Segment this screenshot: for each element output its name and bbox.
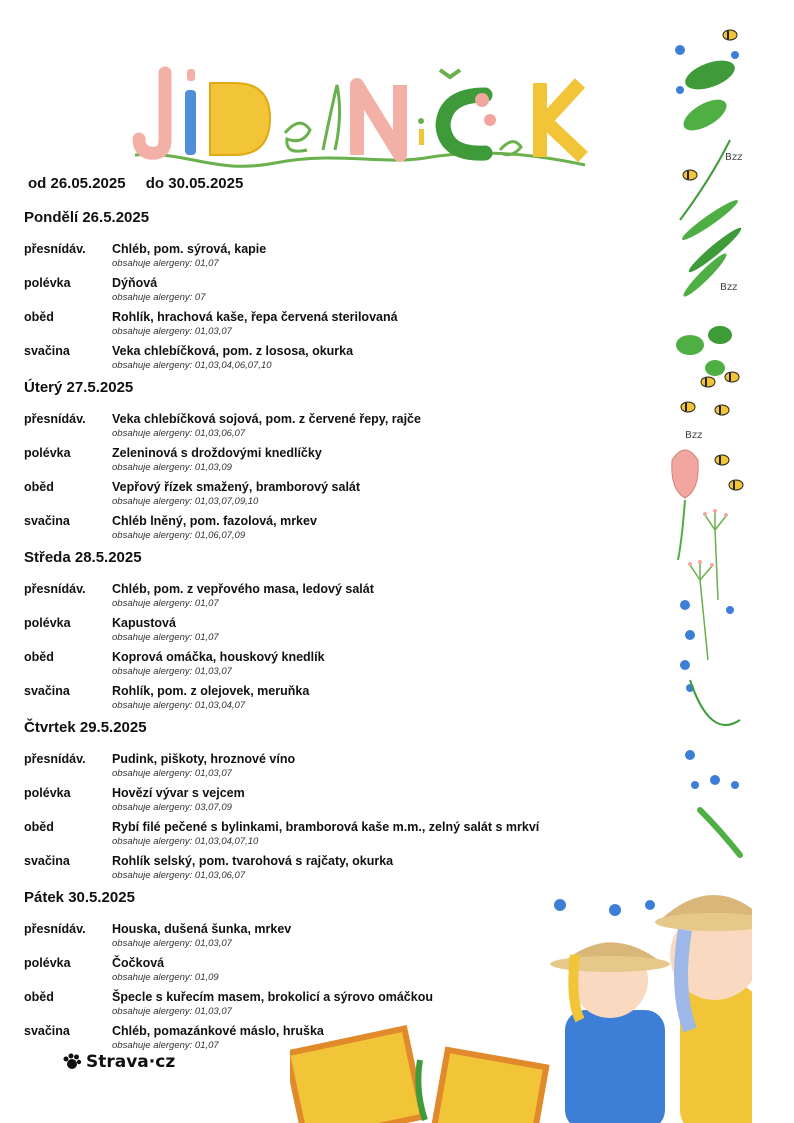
meal-name: Chléb, pom. z vepřového masa, ledový salát (112, 582, 374, 596)
meal-allergens: obsahuje alergeny: 01,03,07 (112, 1006, 232, 1017)
meal-name: Rohlík selský, pom. tvarohová s rajčaty, okurka (112, 854, 394, 868)
title-letter-d (210, 83, 270, 155)
bee-icon (715, 405, 729, 415)
meal-row (24, 513, 644, 547)
leaf-icon (679, 93, 732, 136)
meal-row (24, 275, 644, 309)
meal-name: Koprová omáčka, houskový knedlík (112, 650, 325, 664)
title-letter-j (139, 73, 165, 153)
blue-flower-icon (609, 904, 621, 916)
title-letter-n (357, 85, 400, 155)
date-from: od 26.05.2025 (28, 175, 126, 192)
meal-allergens: obsahuje alergeny: 01,03,07 (112, 326, 232, 337)
meal-name: Čočková (112, 956, 165, 970)
bee-icon (683, 170, 697, 180)
meal-type: polévka (24, 956, 71, 970)
leaf-icon (705, 360, 725, 376)
meal-type: oběd (24, 310, 54, 324)
bee-icon (725, 372, 739, 382)
meal-allergens: obsahuje alergeny: 01,07 (112, 1040, 219, 1051)
day-title: Úterý 27.5.2025 (24, 379, 134, 396)
strava-logo[interactable] (62, 1052, 175, 1072)
meal-allergens: obsahuje alergeny: 01,03,06,07 (112, 870, 246, 881)
meal-row (24, 785, 644, 819)
meal-type: svačina (24, 514, 70, 528)
meal-type: přesnídáv. (24, 752, 86, 766)
meal-row (24, 309, 644, 343)
bee-buzz-label: Bzz (685, 430, 703, 441)
meal-name: Houska, dušená šunka, mrkev (112, 922, 292, 936)
meal-allergens: obsahuje alergeny: 01,03,04,06,07,10 (112, 360, 272, 371)
wheat-icon (700, 810, 740, 855)
meal-allergens: obsahuje alergeny: 03,07,09 (112, 802, 232, 813)
title-letter-k (540, 83, 583, 157)
meal-name: Hovězí vývar s vejcem (112, 786, 245, 800)
beekeepers-illustration (290, 860, 752, 1123)
meal-row (24, 819, 644, 853)
day-title: Pondělí 26.5.2025 (24, 209, 150, 226)
meal-type: oběd (24, 820, 54, 834)
blue-flower-icon (554, 899, 566, 911)
day-title: Čtvrtek 29.5.2025 (24, 719, 147, 736)
meal-type: svačina (24, 854, 70, 868)
date-range (28, 175, 243, 192)
meal-allergens: obsahuje alergeny: 01,03,04,07 (112, 700, 246, 711)
meal-type: oběd (24, 480, 54, 494)
title-letter-e (285, 123, 310, 151)
meal-allergens: obsahuje alergeny: 01,06,07,09 (112, 530, 246, 541)
day-title: Pátek 30.5.2025 (24, 889, 135, 906)
bee-icon (681, 402, 695, 412)
stem (690, 680, 740, 725)
meal-allergens: obsahuje alergeny: 01,03,07 (112, 768, 232, 779)
meal-type: svačina (24, 1024, 70, 1038)
meal-type: přesnídáv. (24, 242, 86, 256)
title-letter-l (323, 85, 340, 150)
meal-allergens: obsahuje alergeny: 07 (112, 292, 206, 303)
blue-flower-icon (645, 900, 655, 910)
meal-allergens: obsahuje alergeny: 01,07 (112, 632, 219, 643)
umbel-flower-icon (690, 512, 726, 660)
meal-allergens: obsahuje alergeny: 01,07 (112, 258, 219, 269)
bee-icon (701, 377, 715, 387)
meal-row (24, 581, 644, 615)
meal-type: oběd (24, 650, 54, 664)
floral-border (660, 20, 760, 880)
meal-name: Špecle s kuřecím masem, brokolicí a sýrovo omáčkou (112, 990, 433, 1004)
day-tuesday (24, 377, 644, 547)
leaf-icon (708, 326, 732, 344)
meal-row (24, 649, 644, 683)
meal-allergens: obsahuje alergeny: 01,09 (112, 972, 219, 983)
meal-row (24, 445, 644, 479)
meal-allergens: obsahuje alergeny: 01,03,07,09,10 (112, 496, 259, 507)
bee-icon (729, 480, 743, 490)
meal-name: Kapustová (112, 616, 176, 630)
meal-name: Zeleninová s droždovými knedlíčky (112, 446, 322, 460)
meal-type: přesnídáv. (24, 412, 86, 426)
meal-allergens: obsahuje alergeny: 01,03,04,07,10 (112, 836, 259, 847)
meal-allergens: obsahuje alergeny: 01,03,09 (112, 462, 232, 473)
meal-row (24, 343, 644, 377)
beekeeper-child-left (550, 942, 670, 1123)
title-letter-i (185, 90, 196, 155)
leaf-icon (676, 335, 704, 355)
meal-allergens: obsahuje alergeny: 01,07 (112, 598, 219, 609)
meal-row (24, 411, 644, 445)
meal-name: Veka chlebíčková, pom. z lososa, okurka (112, 344, 354, 358)
meal-type: přesnídáv. (24, 582, 86, 596)
bee-icon (715, 455, 729, 465)
meal-allergens: obsahuje alergeny: 01,03,07 (112, 666, 232, 677)
bee-buzz-label: Bzz (720, 282, 738, 293)
logo-text: Strava·cz (86, 1052, 176, 1072)
meal-type: polévka (24, 276, 71, 290)
meal-allergens: obsahuje alergeny: 01,03,07 (112, 938, 232, 949)
bee-buzz-label: Bzz (725, 152, 743, 163)
leaf-icon (681, 55, 738, 95)
meal-name: Pudink, piškoty, hroznové víno (112, 752, 296, 766)
beekeeper-child-right (655, 895, 752, 1123)
pink-flower-icon (672, 450, 698, 498)
meal-type: polévka (24, 446, 71, 460)
paw-icon (62, 1052, 82, 1072)
meal-row (24, 683, 644, 717)
meal-row (24, 479, 644, 513)
title-artwork (125, 55, 605, 190)
meal-name: Vepřový řízek smažený, bramborový salát (112, 480, 361, 494)
meal-name: Veka chlebíčková sojová, pom. z červené řepy, rajče (112, 412, 421, 426)
leaf-icon (418, 1060, 425, 1120)
meal-type: polévka (24, 786, 71, 800)
meal-type: přesnídáv. (24, 922, 86, 936)
date-to: do 30.05.2025 (145, 175, 244, 192)
day-wednesday (24, 547, 644, 717)
title-vine (135, 153, 585, 166)
meal-row (24, 751, 644, 785)
meal-name: Rybí filé pečené s bylinkami, bramborová kaše m.m., zelný salát s mrkví (112, 820, 540, 834)
meal-type: polévka (24, 616, 71, 630)
meal-name: Chléb lněný, pom. fazolová, mrkev (112, 514, 317, 528)
meal-allergens: obsahuje alergeny: 01,03,06,07 (112, 428, 246, 439)
meal-name: Rohlík, pom. z olejovek, meruňka (112, 684, 310, 698)
title-letter-i2 (419, 129, 424, 145)
meal-name: Chléb, pomazánkové máslo, hruška (112, 1024, 324, 1038)
stem (678, 500, 685, 560)
meal-row (24, 241, 644, 275)
meal-type: oběd (24, 990, 54, 1004)
meal-name: Chléb, pom. sýrová, kapie (112, 242, 267, 256)
meal-row (24, 615, 644, 649)
bee-icon (723, 30, 737, 40)
meal-name: Rohlík, hrachová kaše, řepa červená sterilovaná (112, 310, 398, 324)
meal-type: svačina (24, 344, 70, 358)
day-title: Středa 28.5.2025 (24, 549, 142, 566)
meal-type: svačina (24, 684, 70, 698)
meal-name: Dýňová (112, 276, 158, 290)
day-monday (24, 207, 644, 377)
